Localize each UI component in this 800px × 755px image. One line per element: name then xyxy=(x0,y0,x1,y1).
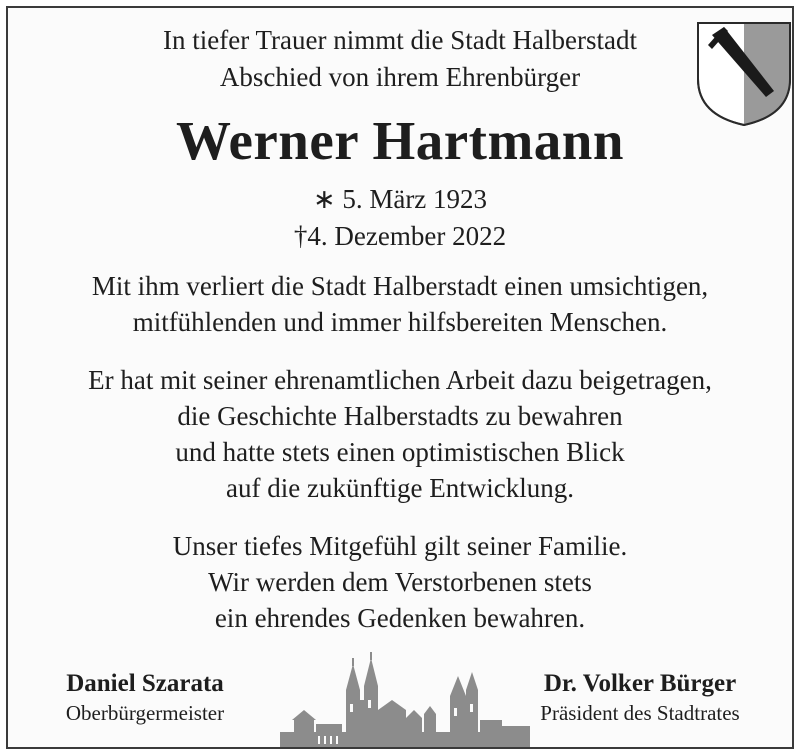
signatory-name: Daniel Szarata xyxy=(66,670,224,697)
intro-line-2: Abschied von ihrem Ehrenbürger xyxy=(219,62,581,92)
paragraph-line: Er hat mit seiner ehrenamtlichen Arbeit dazu beigetragen, xyxy=(88,365,712,395)
intro-text xyxy=(0,22,800,96)
deceased-name: Werner Hartmann xyxy=(176,110,624,171)
signature-mayor xyxy=(30,669,260,727)
paragraph-line: Wir werden dem Verstorbenen stets xyxy=(208,567,592,597)
paragraph-line: und hatte stets einen optimistischen Blick xyxy=(175,437,625,467)
signatory-role: Präsident des Stadtrates xyxy=(540,701,740,725)
paragraph-2 xyxy=(0,362,800,506)
signatory-name: Dr. Volker Bürger xyxy=(543,670,737,697)
death-date: †4. Dezember 2022 xyxy=(293,221,507,251)
paragraph-line: ein ehrendes Gedenken bewahren. xyxy=(214,603,586,633)
paragraph-line: auf die zukünftige Entwicklung. xyxy=(226,473,574,503)
paragraph-line: die Geschichte Halberstadts zu bewahren xyxy=(177,401,623,431)
signatory-role: Oberbürgermeister xyxy=(65,701,225,725)
paragraph-1 xyxy=(0,268,800,340)
paragraph-line: Mit ihm verliert die Stadt Halberstadt einen umsichtigen, xyxy=(91,271,709,301)
city-skyline-icon xyxy=(280,650,530,747)
paragraph-3 xyxy=(0,528,800,636)
signature-council-president xyxy=(505,669,775,727)
intro-line-1: In tiefer Trauer nimmt die Stadt Halberstadt xyxy=(163,25,637,55)
paragraph-line: mitfühlenden und immer hilfsbereiten Menschen. xyxy=(132,307,668,337)
birth-date: ∗ 5. März 1923 xyxy=(312,184,488,214)
life-dates xyxy=(0,181,800,255)
paragraph-line: Unser tiefes Mitgefühl gilt seiner Familie. xyxy=(172,531,628,561)
